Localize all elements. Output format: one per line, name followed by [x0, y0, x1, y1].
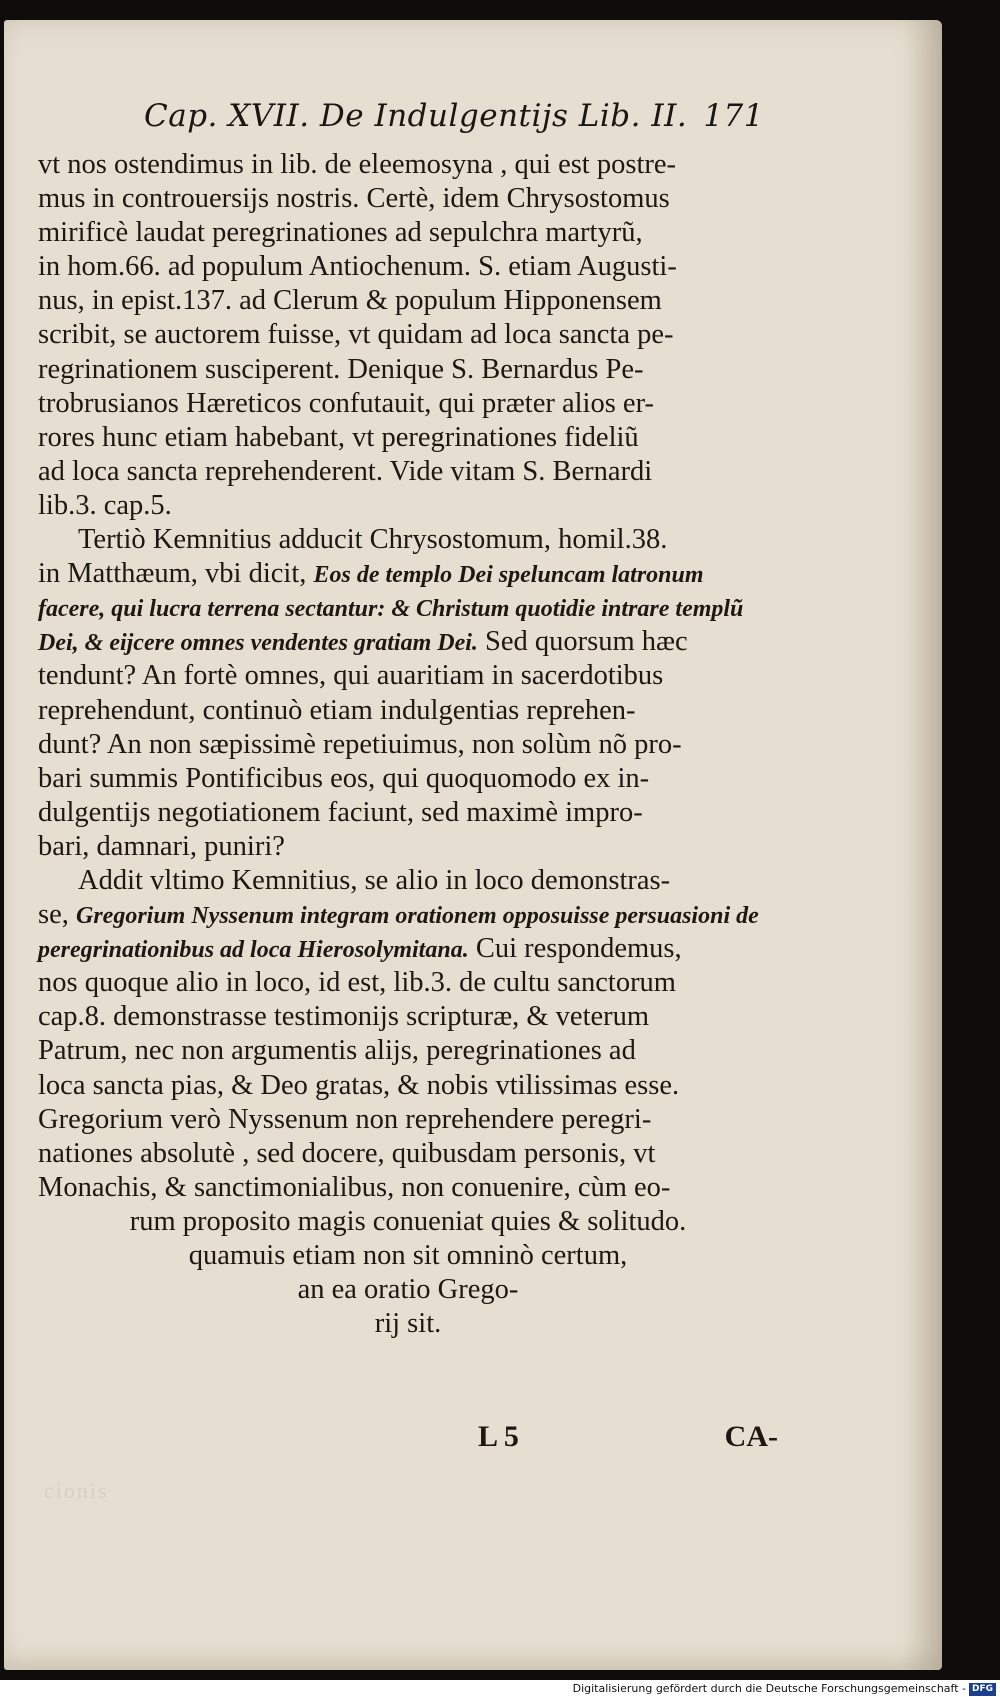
line-text: nationes absolutè , sed docere, quibusdam personis, vt [38, 1137, 656, 1169]
text-line [38, 250, 778, 284]
text-line [38, 1137, 778, 1171]
text-line [38, 421, 778, 455]
line-italic-quote: peregrinationibus ad loca Hierosolymitana. [38, 937, 469, 964]
text-line [38, 762, 778, 796]
text-line [38, 932, 778, 966]
text-line [38, 353, 778, 387]
text-line [38, 864, 778, 898]
line-text: tendunt? An fortè omnes, qui auaritiam in sacerdotibus [38, 660, 664, 692]
line-text: Tertiò Kemnitius adducit Chrysostomum, homil.38. [78, 524, 668, 556]
text-line [38, 557, 778, 591]
text-line [38, 387, 778, 421]
text-line [38, 1000, 778, 1034]
footer-bar [0, 1680, 1000, 1697]
line-text: trobrusianos Hæreticos confutauit, qui præter alios er- [38, 387, 654, 419]
line-text: in hom.66. ad populum Antiochenum. S. etiam Augusti- [38, 251, 677, 283]
text-line [38, 284, 778, 318]
text-line [38, 728, 778, 762]
line-text: Addit vltimo Kemnitius, se alio in loco demonstras- [78, 864, 671, 896]
text-line [38, 148, 778, 182]
line-text: vt nos ostendimus in lib. de eleemosyna , qui est postre- [38, 149, 676, 180]
text-line [38, 966, 778, 1000]
text-line [38, 625, 778, 659]
line-text: an ea oratio Grego- [297, 1274, 519, 1306]
signature-mark: L 5 [478, 1420, 519, 1453]
running-title: Cap. XVII. De Indulgentijs Lib. II. [144, 98, 688, 134]
text-line [38, 216, 778, 250]
text-line [38, 796, 778, 830]
text-line [38, 1069, 778, 1103]
signature-line [38, 1420, 778, 1460]
line-text: rum proposito magis conueniat quies & solitudo. [129, 1205, 687, 1237]
line-text: mirificè laudat peregrinationes ad sepulchra martyrũ, [38, 217, 643, 249]
text-line [38, 1239, 778, 1273]
text-line [38, 830, 778, 864]
text-line [38, 489, 778, 523]
text-line [38, 1171, 778, 1205]
footer-credit: Digitalisierung gefördert durch die Deutsche Forschungsgemeinschaft - [572, 1682, 966, 1695]
line-text: in Matthæum, vbi dicit, [38, 558, 314, 590]
line-italic-quote: Eos de templo Dei speluncam latronum [313, 562, 704, 589]
text-line [38, 898, 778, 932]
line-text: reprehendunt, continuò etiam indulgentias reprehen- [38, 694, 636, 726]
text-line [38, 182, 778, 216]
line-text: Gregorium verò Nyssenum non reprehendere peregri- [38, 1103, 652, 1135]
text-line [38, 591, 778, 625]
text-line [38, 659, 778, 693]
line-text: scribit, se auctorem fuisse, vt quidam ad loca sancta pe- [38, 319, 674, 351]
line-text: rores hunc etiam habebant, vt peregrinationes fideliũ [38, 421, 639, 453]
line-italic-quote: Gregorium Nyssenum integram orationem opposuisse persuasioni de [76, 903, 759, 930]
line-text: bari summis Pontificibus eos, qui quoquomodo ex in- [38, 762, 650, 794]
line-text: Monachis, & sanctimonialibus, non conuenire, cùm eo- [38, 1171, 671, 1203]
line-italic-quote: facere, qui lucra terrena sectantur: & Christum quotidie intrare templũ [38, 596, 744, 623]
line-text: dulgentijs negotiationem faciunt, sed maximè impro- [38, 796, 643, 828]
text-line [38, 1034, 778, 1068]
text-line [38, 694, 778, 728]
line-text: bari, damnari, puniri? [38, 830, 285, 862]
line-text: Patrum, nec non argumentis alijs, peregrinationes ad [38, 1035, 636, 1067]
dfg-logo: DFG [969, 1683, 996, 1696]
page-number: 171 [703, 98, 764, 134]
text-line [38, 1273, 778, 1307]
book-page [4, 20, 942, 1670]
line-text: ad loca sancta reprehenderent. Vide vitam S. Bernardi [38, 455, 653, 487]
line-text: dunt? An non sæpissimè repetiuimus, non solùm nõ pro- [38, 728, 682, 760]
line-text: nos quoque alio in loco, id est, lib.3. de cultu sanctorum [38, 967, 676, 999]
text-line [38, 1307, 778, 1341]
text-line [38, 1205, 778, 1239]
line-text: regrinationem susciperent. Denique S. Bernardus Pe- [38, 353, 644, 385]
text-line [38, 523, 778, 557]
line-text: mus in controuersijs nostris. Certè, idem Chrysostomus [38, 183, 670, 215]
text-line [38, 1103, 778, 1137]
line-text: cap.8. demonstrasse testimonijs scripturæ, & veterum [38, 1001, 650, 1033]
line-text-after: Cui respondemus, [468, 933, 682, 965]
catchword: CA- [724, 1420, 778, 1453]
line-text: nus, in epist.137. ad Clerum & populum Hipponensem [38, 285, 662, 317]
line-text: lib.3. cap.5. [38, 489, 172, 521]
line-text: se, [38, 899, 76, 931]
line-italic-quote: Dei, & eijcere omnes vendentes gratiam Dei. [38, 630, 478, 657]
line-text: rij sit. [374, 1308, 442, 1340]
line-text: quamuis etiam non sit omninò certum, [188, 1240, 628, 1271]
line-text: loca sancta pias, & Deo gratas, & nobis vtilissimas esse. [38, 1069, 680, 1101]
running-header [144, 98, 764, 142]
bleed-through-text: cionis [44, 1478, 109, 1503]
text-line [38, 455, 778, 489]
body-text [38, 148, 778, 1341]
text-line [38, 318, 778, 352]
line-text-after: Sed quorsum hæc [477, 626, 688, 658]
